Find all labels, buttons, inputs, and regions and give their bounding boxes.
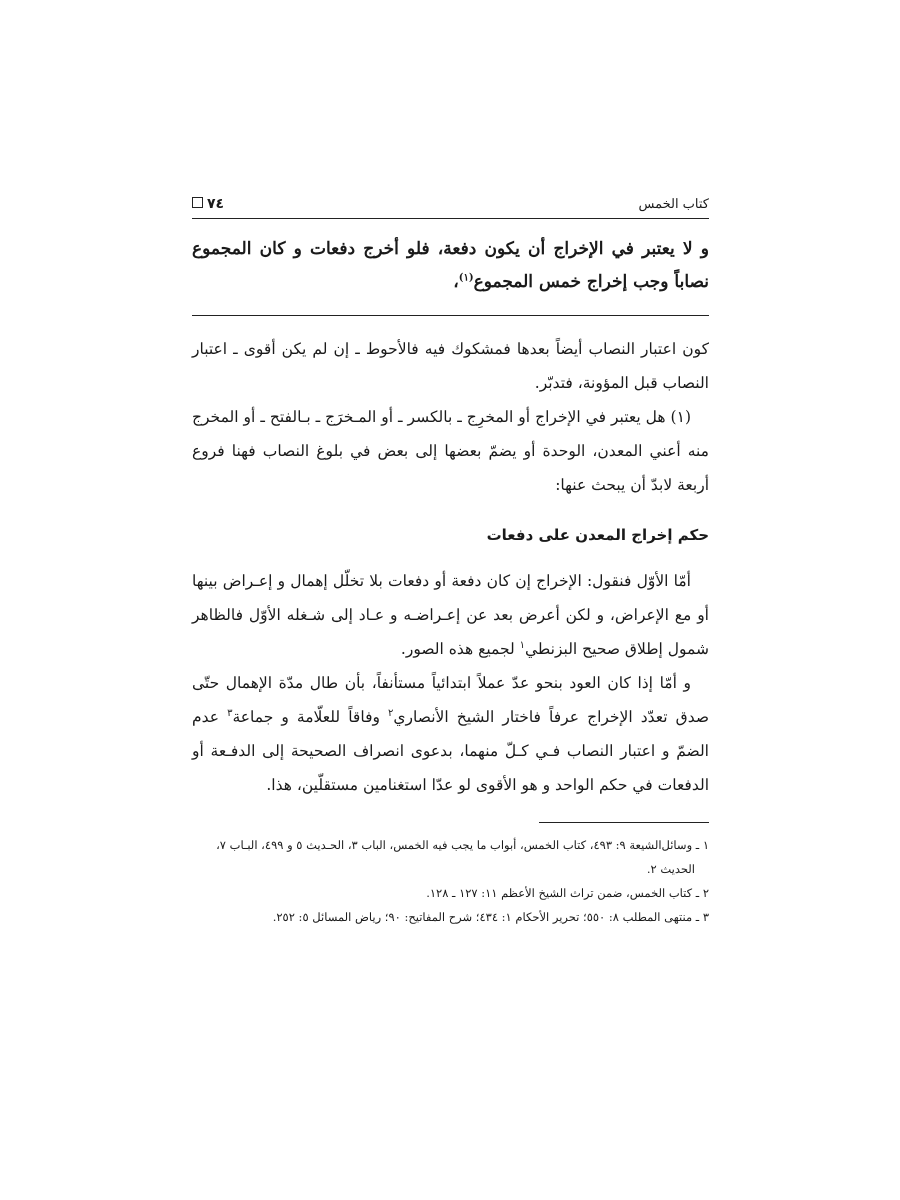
footnote: ٢ ـ كتاب الخمس، ضمن تراث الشيخ الأعظم ١١: ١٢٧ ـ ١٢٨.	[426, 886, 709, 900]
commentary	[192, 332, 709, 802]
footnote-continuation: الحديث ٢.	[646, 862, 695, 876]
commentary-paragraph	[192, 564, 709, 666]
paragraph-text: لجميع هذه الصور.	[400, 640, 520, 658]
page-number	[192, 196, 224, 212]
square-icon	[192, 197, 203, 208]
footnote: ١ ـ وسائل‌الشيعة ٩: ٤٩٣، كتاب الخمس، أبواب ما يجب فيه الخمس، الباب ٣، الحـديث ٥ و ٤٩٩، البـاب ٧،	[216, 838, 709, 852]
footnote-ref: ٣	[227, 707, 233, 719]
paragraph-text: أمّا الأوّل فنقول: الإخراج إن كان دفعة أو دفعات بلا تخلّل إهمال و إعـراض بينها أو مع الإعراض، و لكن أعرض بعد عن إعـراضـه و عـاد إلى شـغله الأوّل فالظاهر شمول إطلاق صحيح البزنطي	[192, 572, 709, 658]
footnote-divider	[539, 822, 709, 823]
footnote: ٣ ـ منتهى المطلب ٨: ٥٥٠؛ تحرير الأحكام ١: ٤٣٤؛ شرح المفاتيح: ٩٠؛ رياض المسائل ٥: ٢٥٢.	[272, 910, 709, 924]
footnote-ref: ١	[519, 639, 526, 651]
book-page	[192, 196, 709, 929]
section-heading: حكم إخراج المعدن على دفعات	[486, 526, 709, 544]
main-text-tail: ،	[453, 272, 459, 292]
paragraph-text: وفاقاً للعلّامة و جماعة	[232, 708, 389, 726]
running-header	[192, 196, 709, 219]
main-text-body: و لا يعتبر في الإخراج أن يكون دفعة، فلو أخرج دفعات و كان المجموع نصاباً وجب إخراج خمس المجموع	[192, 239, 709, 292]
paragraph-text: عدم الضمّ و اعتبار النصاب فـي كـلّ منهما، بدعوى انصراف الصحيحة إلى الدفـعة أو الدفعات في حكم الواحد و هو الأقوى لو عدّا استغنامين مستقلّين، هذا.	[192, 708, 709, 794]
footnote-ref: (١)	[458, 272, 474, 284]
main-text	[192, 233, 709, 316]
commentary-paragraph: (١) هل يعتبر في الإخراج أو المخرِج ـ بالكسر ـ أو المـخرَج ـ بـالفتح ـ أو المخرج منه أعني المعدن، الوحدة أو يضمّ بعضها إلى بعض في بلوغ النصاب فهنا فروع أربعة لابدّ أن يبحث عنها:	[192, 408, 709, 494]
paragraph-text: و أمّا إذا كان العود بنحو عدّ عملاً ابتدائياً مستأنفاً، بأن طال مدّة الإهمال حتّى صدق تعدّد الإخراج عرفاً فاختار الشيخ الأنصاري	[192, 674, 709, 726]
commentary-paragraph: كون اعتبار النصاب أيضاً بعدها فمشكوك فيه فالأحوط ـ إن لم يكن أقوى ـ اعتبار النصاب قبل المؤونة، فتدبّر.	[192, 340, 709, 392]
book-title: كتاب الخمس	[638, 197, 709, 212]
footnote-ref: ٢	[388, 707, 394, 719]
page-number-text: ٧٤	[207, 196, 225, 212]
commentary-paragraph	[192, 666, 709, 802]
footnotes	[192, 833, 709, 929]
